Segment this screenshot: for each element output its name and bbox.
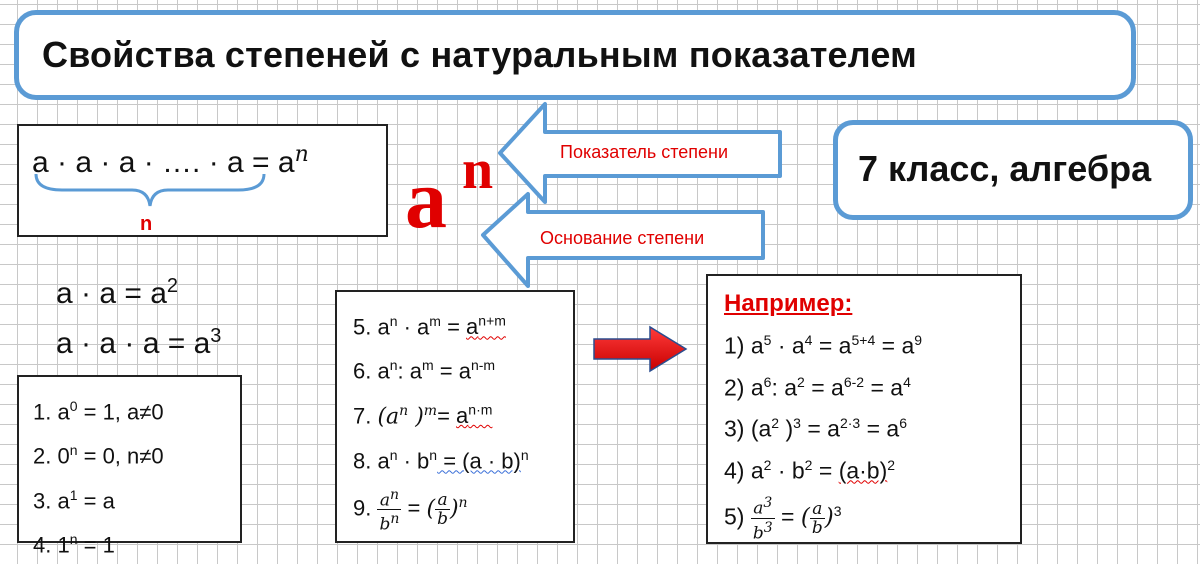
basic-property: 2. $0^n = 0$, n≠0 (33, 442, 164, 469)
example-title: Например: (724, 290, 853, 317)
power-base: a (405, 153, 447, 246)
example-cube-exp: 3 (210, 325, 222, 347)
properties-box (335, 290, 575, 543)
page-title: Свойства степеней с натуральным показателем (42, 34, 917, 75)
basic-property: 3. $a^1 = a$ (33, 486, 115, 513)
arrow-right-icon (592, 325, 690, 373)
property-8: 8. $a^n \cdot b^n = (a \cdot b)^n$ (353, 446, 529, 474)
example-5: 5) $\frac{a^3}{b^3}$ = ( $\frac{a}{b}$ )$^3$ (724, 495, 842, 544)
example-cube-text: a · a · a = a (56, 327, 211, 360)
basic-property: 1. $a^0 = 1$, a≠0 (33, 398, 164, 425)
example-4: 4) $a^2 \cdot b^2 = (a\cdot b)^2$ (724, 456, 896, 484)
basic-properties-box (17, 375, 242, 558)
definition-text: a · a · a · …. · a = a (32, 146, 295, 179)
example-square-text: a · a = a (56, 277, 167, 310)
example-square (56, 275, 178, 311)
power-exponent: n (462, 139, 494, 201)
grade-label: 7 класс, алгебра (858, 148, 1152, 189)
example-1: 1) $a^5 \cdot a^4 = a^{5+4} = a^9$ (724, 332, 923, 359)
property-5: 5. $a^n \cdot a^m = a^{n+m}$ (353, 313, 506, 340)
base-label: Основание степени (540, 228, 705, 248)
brace-icon (32, 170, 272, 214)
example-3: 3) ($a^2$ )$^3 = a^{2\cdot 3} = a^6$ (724, 415, 908, 442)
brace-label: n (140, 213, 153, 235)
exponent-label: Показатель степени (560, 142, 729, 162)
example-square-exp: 2 (166, 275, 179, 297)
basic-property: 4. $1^n = 1$ (33, 530, 115, 558)
example-box (706, 274, 1022, 544)
property-9: 9. $\frac{a^n}{b^n}$ = ( $\frac{a}{b}$ )$^n$ (353, 486, 468, 535)
property-6: 6. $a^n$: $a^m = a^{n-m}$ (353, 357, 496, 384)
example-2: 2) $a^6$: $a^2 = a^{6-2} = a^4$ (724, 373, 911, 401)
example-cube (56, 325, 221, 361)
property-7: 7. ($a^n$ )$^m= a^{n\cdot m}$ (353, 401, 493, 429)
definition-exponent: n (294, 142, 309, 167)
